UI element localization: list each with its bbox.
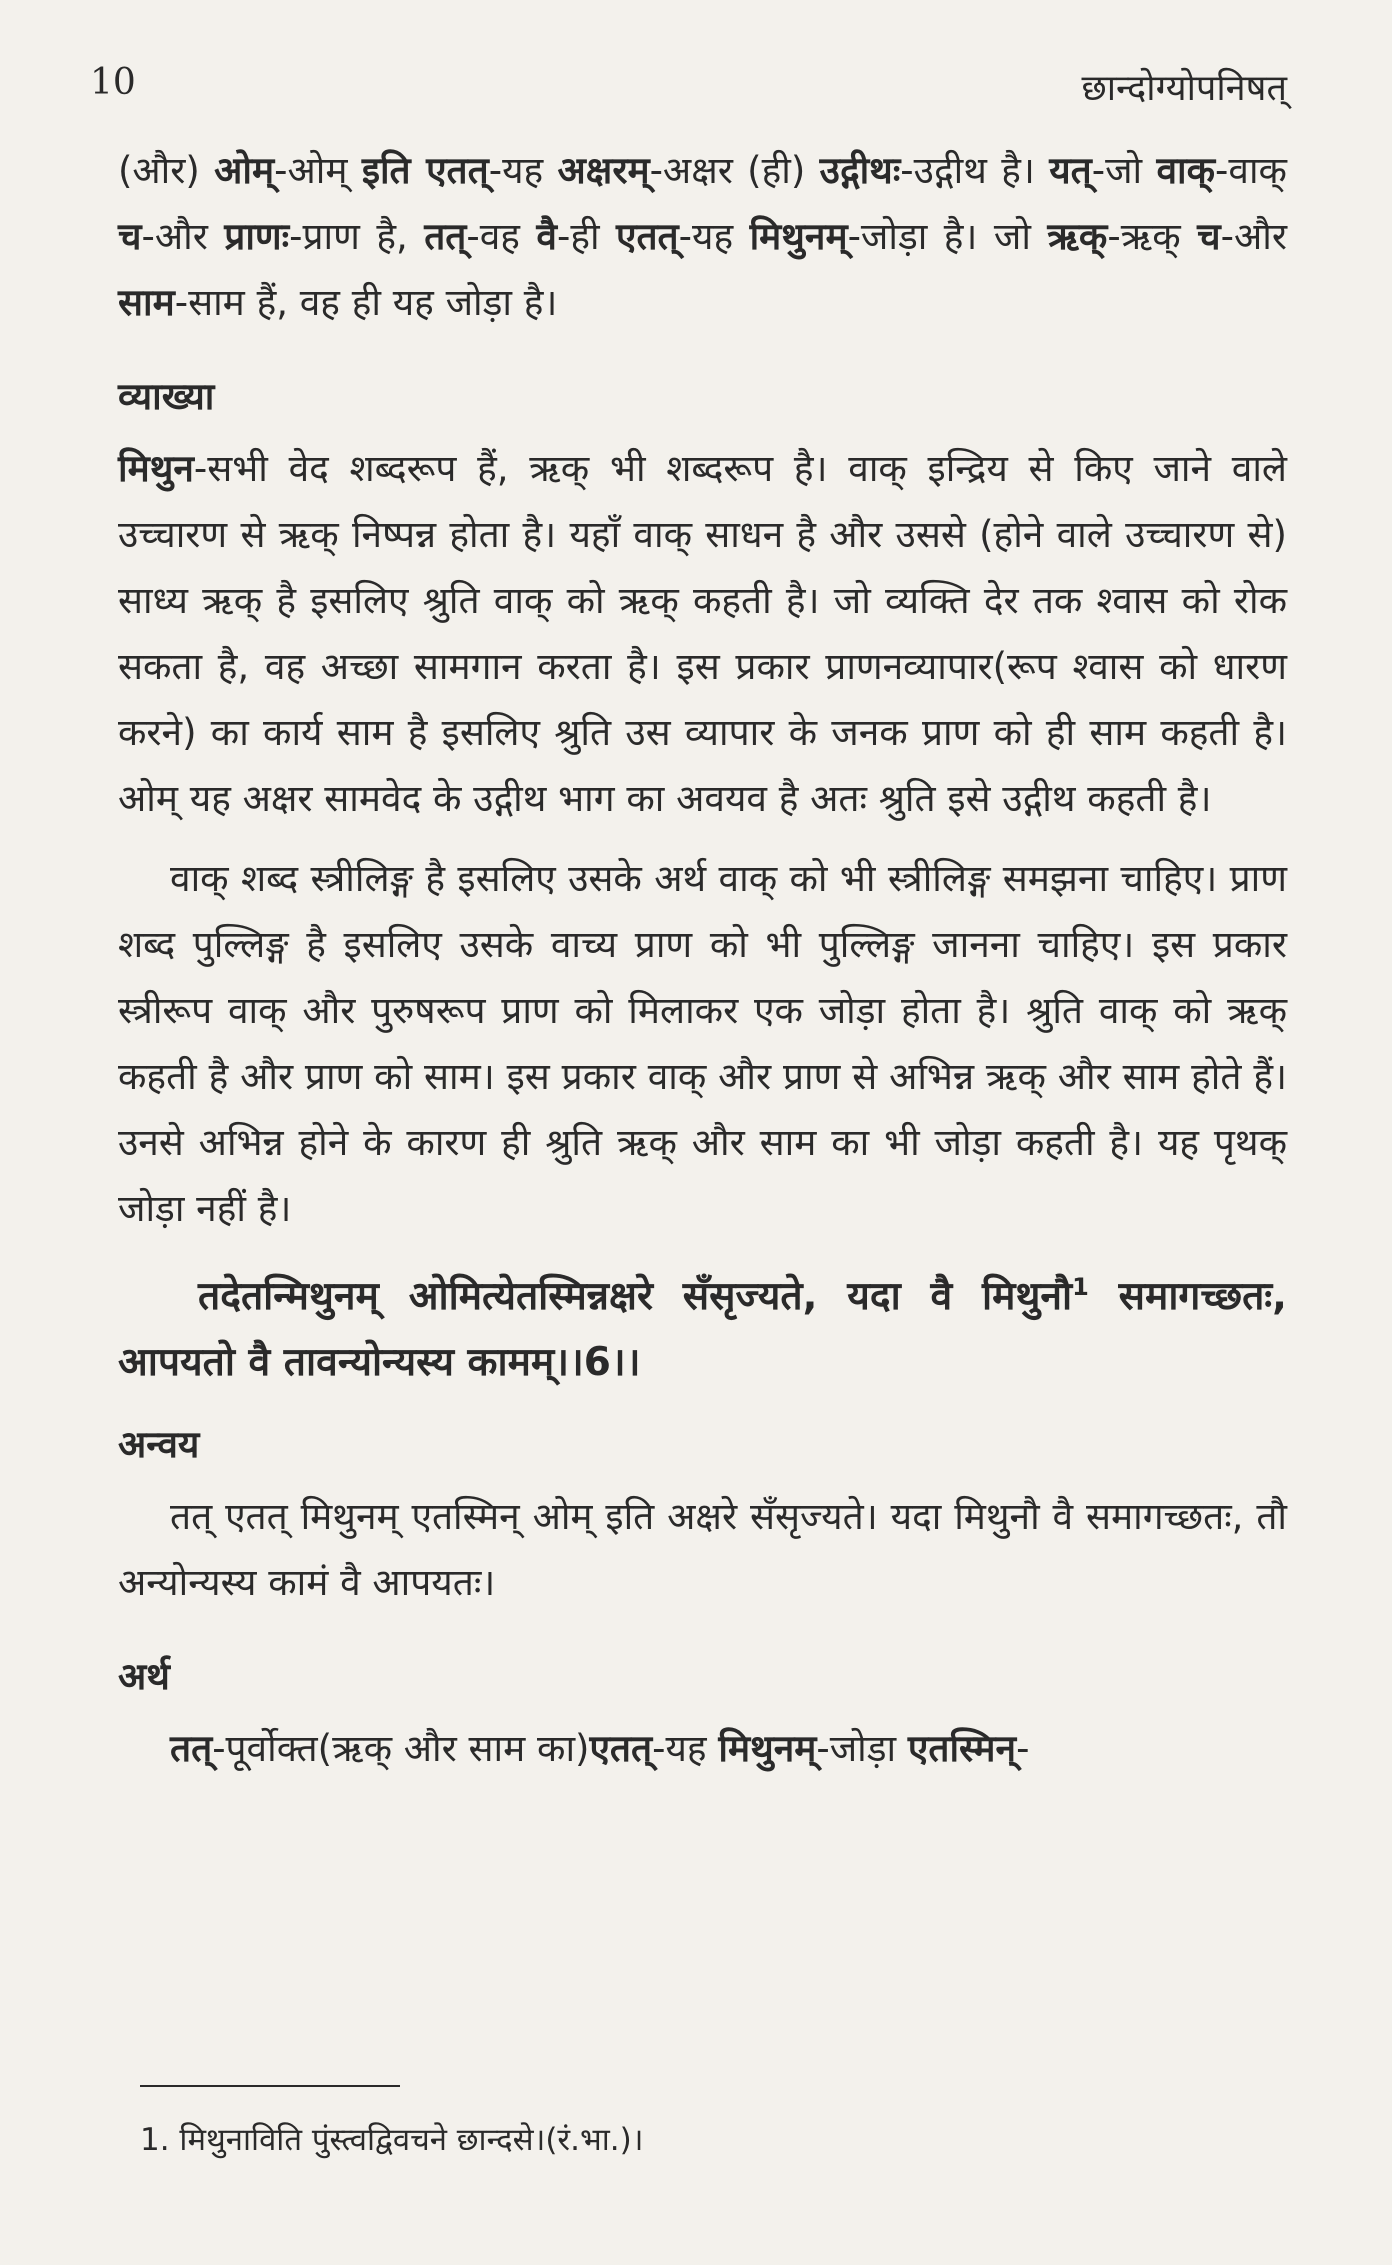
term: मिथुनम् (749, 215, 848, 258)
term: एतस्मिन् (907, 1727, 1017, 1770)
text: -पूर्वोक्त(ऋक् और साम का) (212, 1727, 590, 1770)
footnote-marker: 1 (1072, 1273, 1089, 1301)
term: इति एतत् (361, 149, 489, 192)
text: -सभी वेद शब्दरूप हैं, ऋक् भी शब्दरूप है। वाक् इन्द्रिय से किए जाने वाले उच्चारण से ऋक् निष्पन्न होता है। यहाँ वाक् साधन है और उससे (होने वाले उच्चारण से) साध्य ऋक् है इसलिए श्रुति वाक् को ऋक् कहती है। जो व्यक्ति देर तक श्वास को रोक सकता है, वह अच्छा सामगान करता है। इस प्रकार प्राणनव्यापार(रूप श्वास को धारण करने) का कार्य साम है इसलिए श्रुति उस व्यापार के जनक प्राण को ही साम कहती है। ओम् यह अक्षर सामवेद के उद्गीथ भाग का अवयव है अतः श्रुति इसे उद्गीथ कहती है। (118, 447, 1287, 820)
page-header (90, 62, 1287, 122)
text: -उद्गीथ है। (900, 149, 1050, 192)
sanskrit-verse (118, 1264, 1287, 1396)
term: यत् (1049, 149, 1092, 192)
vyakhya-paragraph (118, 436, 1287, 832)
text: -जोड़ा (816, 1727, 908, 1770)
text: -यह (678, 215, 750, 258)
text: (और) (118, 149, 215, 192)
text: -जोड़ा है। जो (847, 215, 1048, 258)
text: -ओम् (274, 149, 362, 192)
term: तत् (424, 215, 467, 258)
term: मिथुनम् (718, 1727, 817, 1770)
page-body (118, 138, 1287, 1782)
footnote: 1. मिथुनाविति पुंस्त्वद्विवचने छान्दसे।(रं.भा.)। (140, 2122, 644, 2158)
term: एतत् (589, 1727, 653, 1770)
page-number: 10 (90, 62, 136, 103)
verse-line: तदेतन्मिथुनम् ओमित्येतस्मिन्नक्षरे सँसृज्यते, यदा वै मिथुनौ (198, 1274, 1073, 1319)
term: एतत् (616, 215, 679, 258)
text: -वह (466, 215, 537, 258)
term: प्राणः (224, 215, 290, 258)
artha-heading: अर्थ (118, 1655, 170, 1698)
term: उद्गीथः (819, 149, 901, 192)
term: वै (536, 215, 557, 258)
text: -प्राण है, (289, 215, 425, 258)
verse-line: समागच्छतः, आपयतो वै तावन्योन्यस्य कामम्।।6।। (118, 1274, 1287, 1385)
term: तत् (170, 1727, 213, 1770)
text: -यह (488, 149, 558, 192)
term: ऋक् (1047, 215, 1108, 258)
text: -वाक् (1215, 149, 1287, 192)
term: साम (118, 281, 175, 324)
term: वाक् (1156, 149, 1216, 192)
text: -ऋक् (1107, 215, 1198, 258)
artha-paragraph (118, 1716, 1287, 1782)
term: अक्षरम् (557, 149, 650, 192)
term: ओम् (214, 149, 275, 192)
text: -यह (652, 1727, 719, 1770)
explanation-paragraph: वाक् शब्द स्त्रीलिङ्ग है इसलिए उसके अर्थ वाक् को भी स्त्रीलिङ्ग समझना चाहिए। प्राण शब्द पुल्लिङ्ग है इसलिए उसके वाच्य प्राण को भी पुल्लिङ्ग जानना चाहिए। इस प्रकार स्त्रीरूप वाक् और पुरुषरूप प्राण को मिलाकर एक जोड़ा होता है। श्रुति वाक् को ऋक् कहती है और प्राण को साम। इस प्रकार वाक् और प्राण से अभिन्न ऋक् और साम होते हैं। उनसे अभिन्न होने के कारण ही श्रुति ऋक् और साम का भी जोड़ा कहती है। यह पृथक् जोड़ा नहीं है। (118, 857, 1287, 1230)
anvaya-heading: अन्वय (118, 1423, 200, 1466)
text: -और (1220, 215, 1287, 258)
text: -जो (1091, 149, 1157, 192)
text: -और (141, 215, 225, 258)
term: च (118, 215, 142, 258)
text: -साम हैं, वह ही यह जोड़ा है। (174, 281, 558, 324)
anvaya-paragraph: तत् एतत् मिथुनम् एतस्मिन् ओम् इति अक्षरे सँसृज्यते। यदा मिथुनौ वै समागच्छतः, तौ अन्योन्यस्य कामं वै आपयतः। (118, 1495, 1287, 1604)
text: -ही (556, 215, 616, 258)
vyakhya-heading: व्याख्या (118, 375, 215, 418)
translation-paragraph (118, 138, 1287, 336)
term: मिथुन (118, 447, 194, 490)
footnote-divider (140, 2085, 400, 2087)
running-title: छान्दोग्योपनिषत् (1081, 68, 1287, 109)
text: - (1016, 1727, 1030, 1770)
term: च (1197, 215, 1221, 258)
text: -अक्षर (ही) (649, 149, 820, 192)
